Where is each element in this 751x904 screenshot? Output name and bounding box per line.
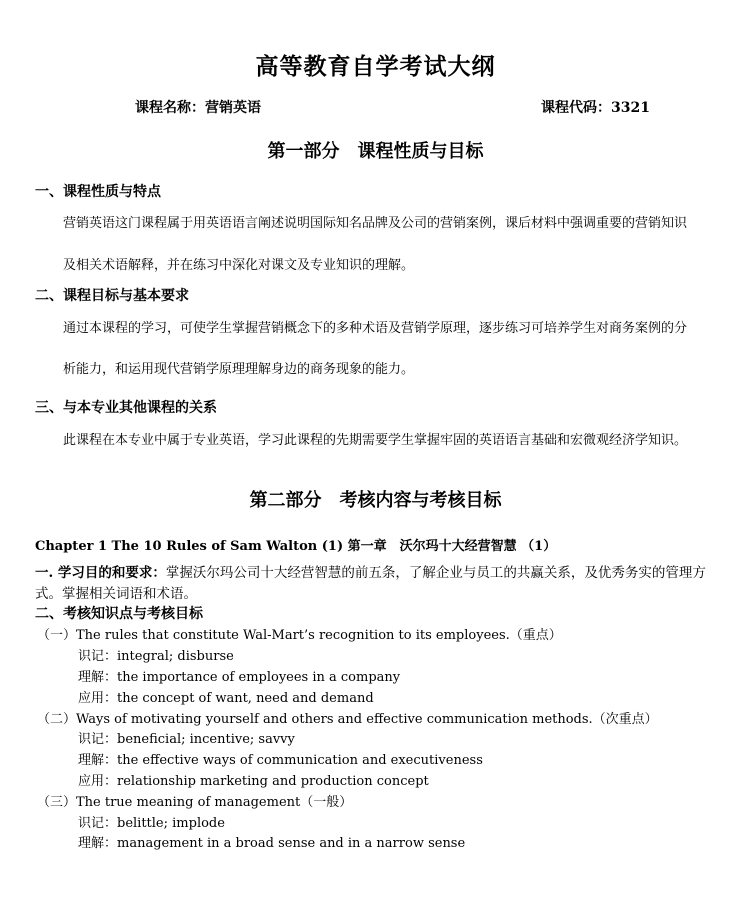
paragraph-line: 及相关术语解释，并在练习中深化对课文及专业知识的理解。 (63, 258, 415, 273)
section-heading: 一、课程性质与特点 (35, 184, 161, 200)
points-heading: 二、考核知识点与考核目标 (35, 606, 203, 622)
goal-text: 掌握沃尔玛公司十大经营智慧的前五条，了解企业与员工的共赢关系，及优秀务实的管理方 (165, 565, 706, 581)
course-code: 课程代码：3321 (541, 100, 650, 116)
knowledge-subpoint: 识记：belittle; implode (78, 816, 225, 831)
paragraph-line: 营销英语这门课程属于用英语语言阐述说明国际知名品牌及公司的营销案例，课后材料中强调重要的营销知识 (63, 216, 688, 231)
knowledge-subpoint: 识记：beneficial; incentive; savvy (78, 732, 295, 747)
knowledge-subpoint: 理解：management in a broad sense and in a narrow sense (78, 836, 466, 851)
knowledge-subpoint: 应用：the concept of want, need and demand (78, 691, 374, 706)
part2-title: 第二部分 考核内容与考核目标 (249, 490, 502, 511)
paragraph-line: 通过本课程的学习，可使学生掌握营销概念下的多种术语及营销学原理，逐步练习可培养学生对商务案例的分 (63, 321, 688, 336)
part1-title: 第一部分 课程性质与目标 (267, 141, 484, 162)
knowledge-subpoint: 识记：integral; disburse (78, 649, 234, 664)
course-name: 课程名称：营销英语 (135, 100, 261, 116)
goal-line (35, 561, 706, 581)
knowledge-subpoint: 应用：relationship marketing and production concept (78, 774, 429, 789)
chapter-title: Chapter 1 The 10 Rules of Sam Walton (1) 第一章 沃尔玛十大经营智慧 （1） (35, 539, 557, 554)
knowledge-subpoint: 理解：the importance of employees in a company (78, 670, 401, 685)
knowledge-point: （二）Ways of motivating yourself and others and effective communication methods.（次重点） (37, 712, 658, 727)
section-heading: 二、课程目标与基本要求 (35, 288, 189, 304)
paragraph-line: 此课程在本专业中属于专业英语，学习此课程的先期需要学生掌握牢固的英语语言基础和宏微观经济学知识。 (63, 433, 688, 448)
goal-text-continued: 式。掌握相关词语和术语。 (35, 586, 197, 602)
knowledge-subpoint: 理解：the effective ways of communication and executiveness (78, 753, 483, 768)
paragraph-line: 析能力，和运用现代营销学原理理解身边的商务现象的能力。 (63, 362, 415, 377)
knowledge-point: （一）The rules that constitute Wal-Mart’s recognition to its employees.（重点） (37, 628, 562, 643)
goal-label: 一. 学习目的和要求： (35, 565, 166, 581)
knowledge-point: （三）The true meaning of management（一般） (37, 795, 353, 810)
section-heading: 三、与本专业其他课程的关系 (35, 400, 217, 416)
document-title: 高等教育自学考试大纲 (255, 53, 496, 80)
